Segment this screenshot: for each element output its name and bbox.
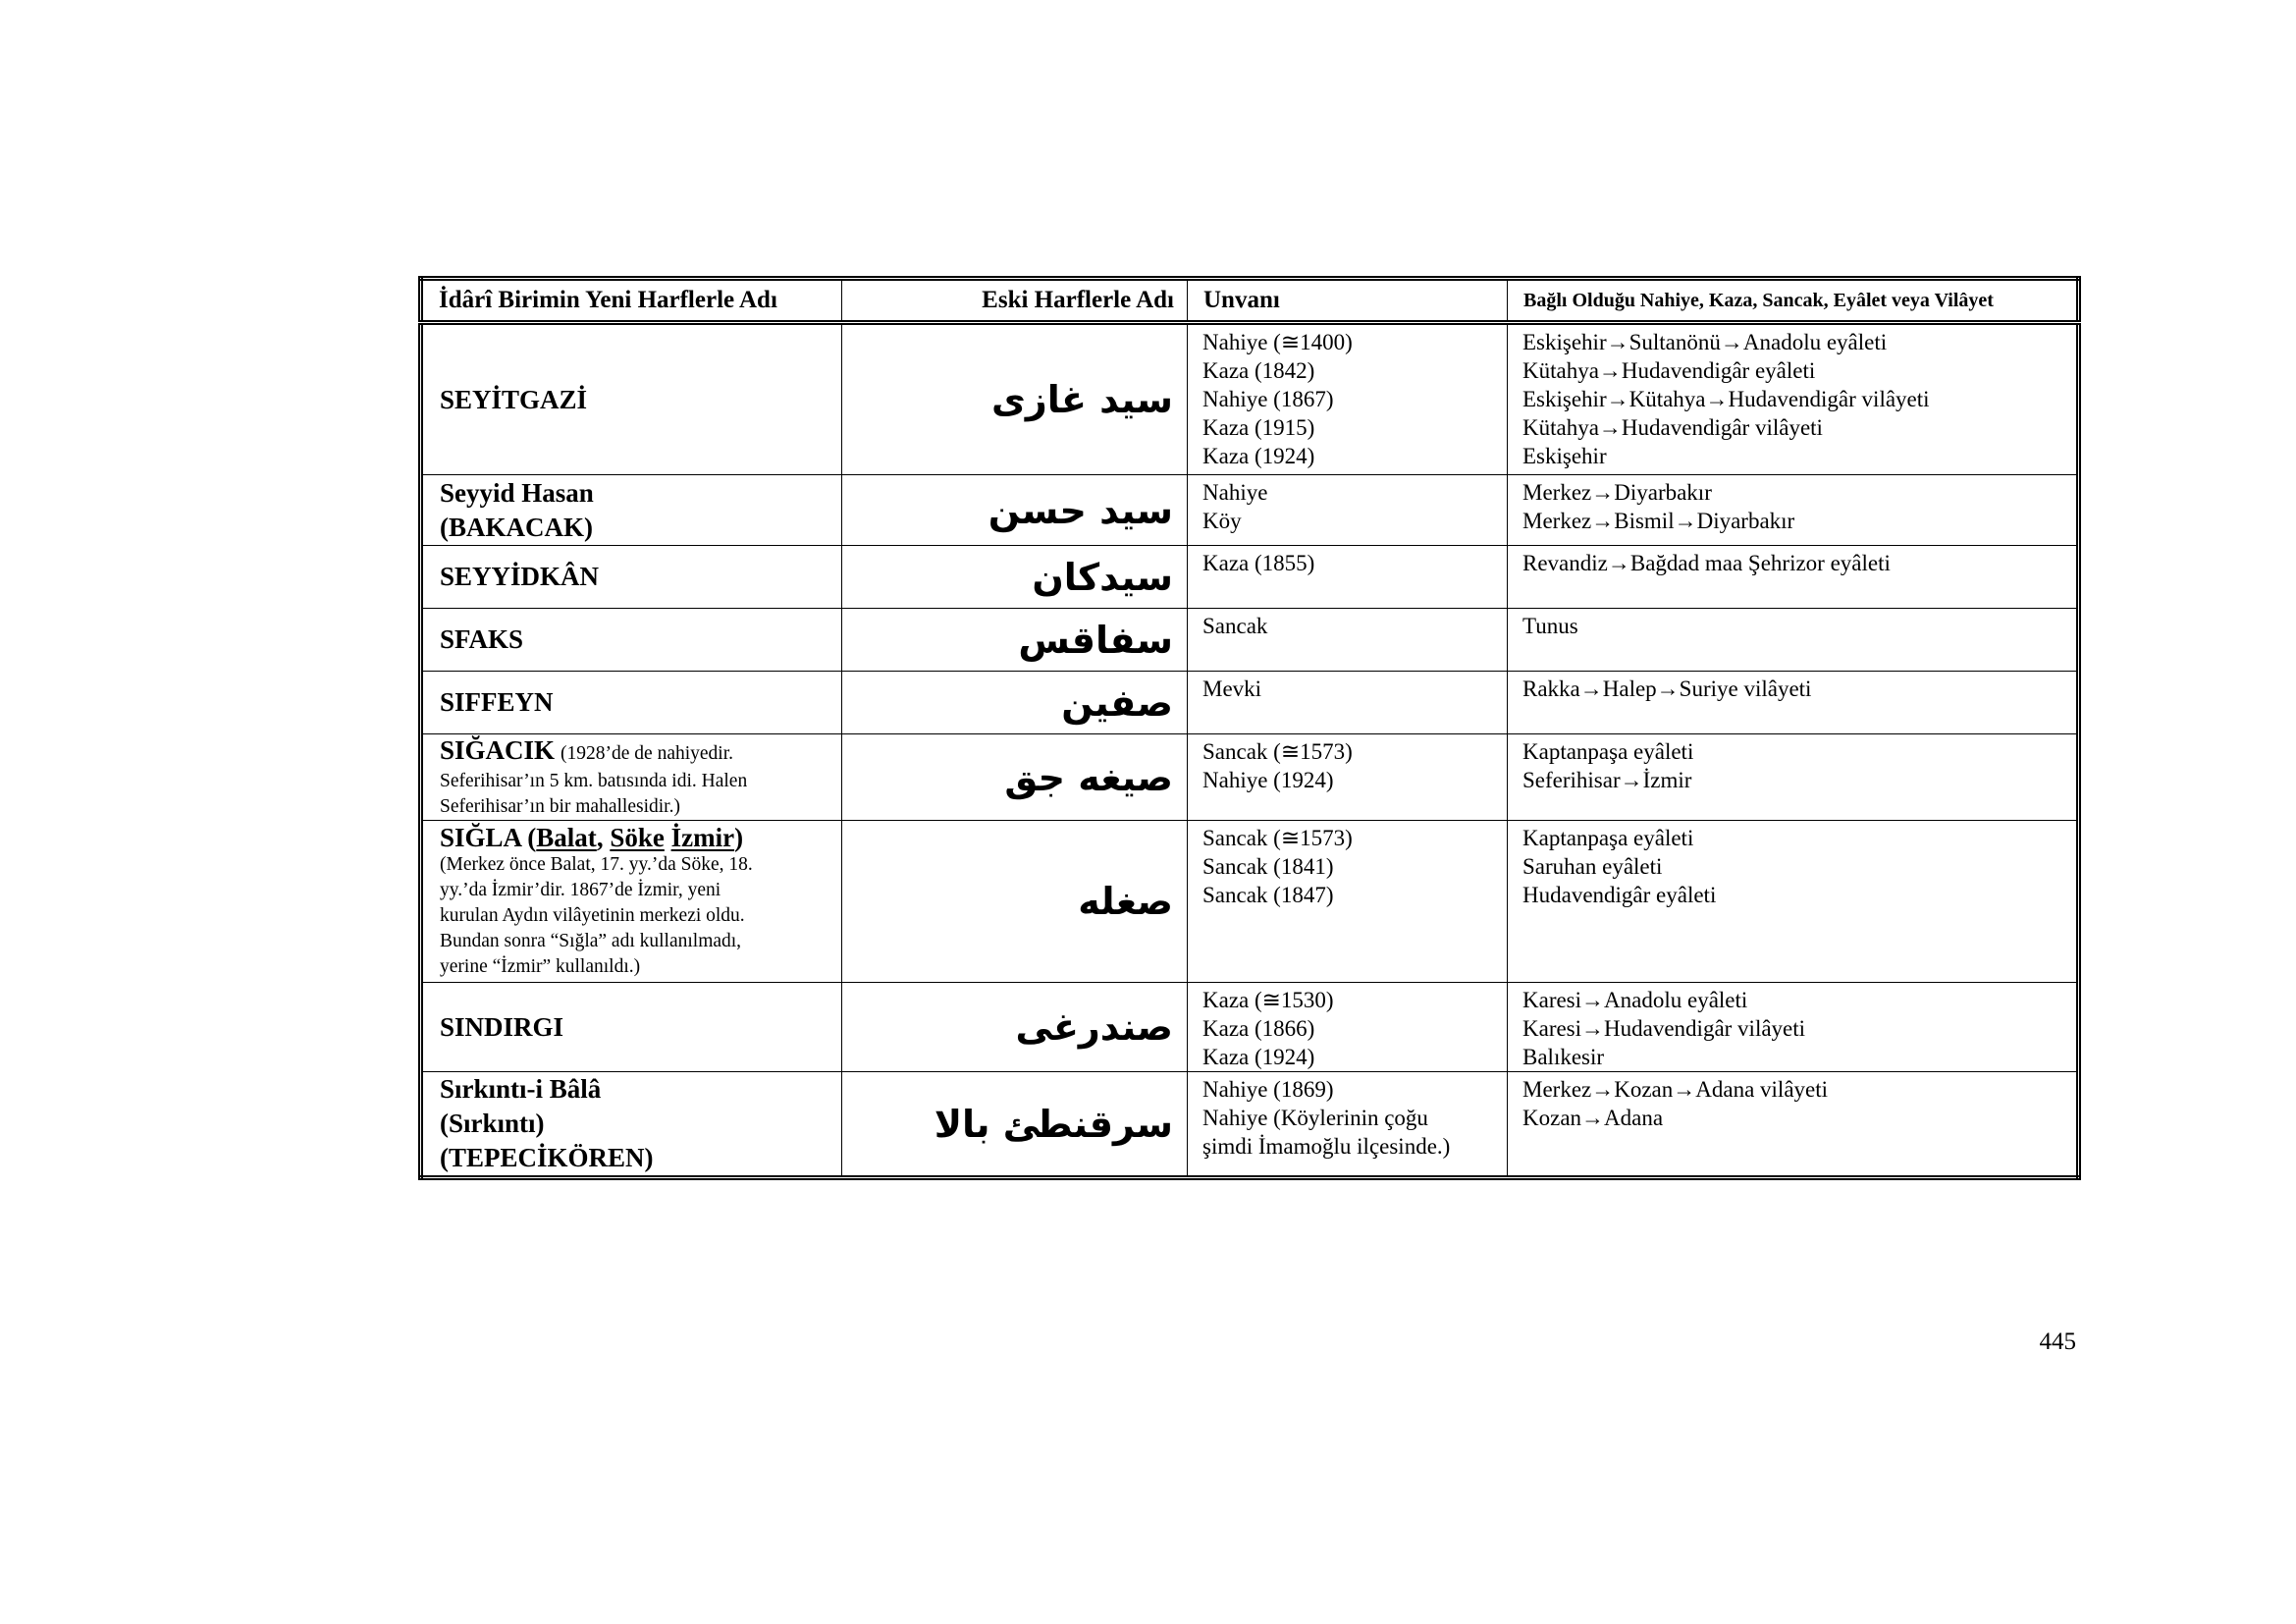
affiliation-entry: Balıkesir <box>1522 1045 1605 1069</box>
table-row <box>421 609 2079 672</box>
old-script-name-cell <box>842 546 1188 609</box>
place-name-text: (TEPECİKÖREN) <box>440 1143 654 1172</box>
title-cell <box>1188 323 1508 475</box>
table-row <box>421 475 2079 546</box>
title-entry: Nahiye (1924) <box>1202 768 1334 792</box>
place-note-line: yy.’da İzmir’dir. 1867’de İzmir, yeni <box>440 880 721 900</box>
table-row <box>421 323 2079 475</box>
title-entry: Kaza (1915) <box>1202 415 1315 440</box>
place-note-line: (Merkez önce Balat, 17. yy.’da Söke, 18. <box>440 854 753 875</box>
affiliation-entry: Kaptanpaşa eyâleti <box>1522 826 1694 850</box>
title-entry: Kaza (1924) <box>1202 444 1315 468</box>
affiliation-cell <box>1508 983 2079 1072</box>
old-script-name-cell <box>842 983 1188 1072</box>
title-cell <box>1188 546 1508 609</box>
title-entry: Köy <box>1202 509 1242 533</box>
place-name-text: (Sırkıntı) <box>440 1109 545 1138</box>
place-name-text: (BAKACAK) <box>440 512 593 542</box>
affiliation-entry: Merkez→Kozan→Adana vilâyeti <box>1522 1077 1829 1102</box>
title-entry: Kaza (1866) <box>1202 1016 1315 1041</box>
header-affiliation: Bağlı Olduğu Nahiye, Kaza, Sancak, Eyâlet veya Vilâyet <box>1508 279 2079 323</box>
new-script-name-cell <box>421 475 842 546</box>
table-row <box>421 672 2079 734</box>
place-name <box>440 511 841 545</box>
title-cell <box>1188 1072 1508 1178</box>
place-name-underlined-part: Söke <box>610 823 665 852</box>
affiliation-entry: Seferihisar→İzmir <box>1522 768 1692 792</box>
place-name-text: SIĞACIK <box>440 734 556 765</box>
table-row <box>421 734 2079 821</box>
place-name <box>440 823 841 852</box>
title-entry: Sancak (≅1573) <box>1202 826 1353 850</box>
header-new-script-name: İdârî Birimin Yeni Harflerle Adı <box>421 279 842 323</box>
title-entry: Kaza (≅1530) <box>1202 988 1334 1012</box>
affiliation-cell <box>1508 609 2079 672</box>
new-script-name-cell <box>421 1072 842 1178</box>
title-cell <box>1188 672 1508 734</box>
title-cell <box>1188 734 1508 821</box>
old-script-name-cell <box>842 1072 1188 1178</box>
new-script-name-cell <box>421 983 842 1072</box>
title-cell <box>1188 821 1508 983</box>
ottoman-name: صغله <box>1078 880 1173 923</box>
place-note-line: yerine “İzmir” kullanıldı.) <box>440 956 641 977</box>
title-cell <box>1188 475 1508 546</box>
affiliation-cell <box>1508 323 2079 475</box>
title-entry: Mevki <box>1202 677 1262 701</box>
title-entry: şimdi İmamoğlu ilçesinde.) <box>1202 1134 1451 1159</box>
affiliation-entry: Eskişehir→Sultanönü→Anadolu eyâleti <box>1522 330 1888 354</box>
title-entry: Sancak (1841) <box>1202 854 1334 879</box>
old-script-name-cell <box>842 821 1188 983</box>
place-note: (1928’de de nahiyedir. <box>561 742 734 764</box>
new-script-name-cell <box>421 546 842 609</box>
old-script-name-cell <box>842 323 1188 475</box>
affiliation-cell <box>1508 672 2079 734</box>
ottoman-name: سرقنطئ بالا <box>934 1102 1173 1146</box>
ottoman-name: سفاقس <box>1018 618 1173 662</box>
new-script-name-cell <box>421 734 842 821</box>
place-name-text: SEYYİDKÂN <box>440 562 600 591</box>
affiliation-entry: Karesi→Anadolu eyâleti <box>1522 988 1748 1012</box>
ottoman-name: صفين <box>1061 680 1173 725</box>
place-name-text: Seyyid Hasan <box>440 477 594 508</box>
title-entry: Kaza (1924) <box>1202 1045 1315 1069</box>
affiliation-entry: Hudavendigâr eyâleti <box>1522 883 1717 907</box>
page-number: 445 <box>2039 1328 2076 1355</box>
place-name-part: , <box>596 823 611 852</box>
title-entry: Nahiye (1867) <box>1202 387 1334 411</box>
title-entry: Kaza (1855) <box>1202 551 1315 575</box>
table-header <box>421 279 2079 323</box>
old-script-name-cell <box>842 734 1188 821</box>
place-name-text: SEYİTGAZİ <box>440 384 588 414</box>
title-entry: Sancak <box>1202 614 1268 638</box>
title-entry: Nahiye <box>1202 480 1268 505</box>
ottoman-name: صيغه جق <box>1004 755 1173 799</box>
place-note-line: Bundan sonra “Sığla” adı kullanılmadı, <box>440 931 742 951</box>
place-name-part: ) <box>734 823 744 852</box>
title-entry: Nahiye (1869) <box>1202 1077 1334 1102</box>
place-name <box>440 383 841 417</box>
header-row <box>421 279 2079 323</box>
place-name-text: Sırkıntı-i Bâlâ <box>440 1074 602 1104</box>
affiliation-entry: Tunus <box>1522 614 1578 638</box>
affiliation-entry: Merkez→Diyarbakır <box>1522 480 1712 505</box>
place-note-line: Seferihisar’ın 5 km. batısında idi. Halen <box>440 770 748 791</box>
old-script-name-cell <box>842 672 1188 734</box>
place-name <box>440 735 841 769</box>
ottoman-name: سيد حسن <box>988 488 1173 532</box>
old-script-name-cell <box>842 475 1188 546</box>
place-name-underlined-part: İzmir <box>670 823 735 852</box>
place-name <box>440 1107 841 1141</box>
table-row <box>421 821 2079 983</box>
affiliation-entry: Rakka→Halep→Suriye vilâyeti <box>1522 677 1812 701</box>
place-name-text: SFAKS <box>440 624 524 654</box>
affiliation-entry: Kütahya→Hudavendigâr eyâleti <box>1522 358 1816 383</box>
affiliation-entry: Revandiz→Bağdad maa Şehrizor eyâleti <box>1522 551 1891 575</box>
affiliation-cell <box>1508 821 2079 983</box>
title-entry: Nahiye (Köylerinin çoğu <box>1202 1106 1428 1130</box>
place-name <box>440 623 841 657</box>
new-script-name-cell <box>421 672 842 734</box>
place-name <box>440 1141 841 1175</box>
title-entry: Kaza (1842) <box>1202 358 1315 383</box>
table-row <box>421 1072 2079 1178</box>
affiliation-entry: Saruhan eyâleti <box>1522 854 1663 879</box>
title-entry: Sancak (≅1573) <box>1202 739 1353 764</box>
place-name-part: SIĞLA ( <box>440 823 537 852</box>
affiliation-cell <box>1508 546 2079 609</box>
old-script-name-cell <box>842 609 1188 672</box>
title-entry: Nahiye (≅1400) <box>1202 330 1353 354</box>
affiliation-entry: Eskişehir→Kütahya→Hudavendigâr vilâyeti <box>1522 387 1930 411</box>
affiliation-entry: Eskişehir <box>1522 444 1607 468</box>
place-note-line: Seferihisar’ın bir mahallesidir.) <box>440 795 680 817</box>
place-note-line: kurulan Aydın vilâyetinin merkezi oldu. <box>440 905 745 926</box>
header-title: Unvanı <box>1188 279 1508 323</box>
ottoman-name: صندرغى <box>1015 1005 1173 1049</box>
ottoman-name: سيدكان <box>1032 555 1173 599</box>
affiliation-entry: Karesi→Hudavendigâr vilâyeti <box>1522 1016 1806 1041</box>
title-entry: Sancak (1847) <box>1202 883 1334 907</box>
title-cell <box>1188 609 1508 672</box>
affiliation-cell <box>1508 1072 2079 1178</box>
table-body <box>421 323 2079 1178</box>
new-script-name-cell <box>421 323 842 475</box>
table-row <box>421 983 2079 1072</box>
place-name <box>440 560 841 594</box>
place-name <box>440 685 841 720</box>
affiliation-cell <box>1508 475 2079 546</box>
place-name-text: SINDIRGI <box>440 1011 564 1042</box>
affiliation-entry: Kütahya→Hudavendigâr vilâyeti <box>1522 415 1823 440</box>
new-script-name-cell <box>421 609 842 672</box>
place-name <box>440 1010 841 1045</box>
header-old-script-name: Eski Harflerle Adı <box>842 279 1188 323</box>
place-name <box>440 476 841 511</box>
ottoman-name: سيد غازى <box>991 378 1173 421</box>
administrative-units-table <box>418 276 2081 1180</box>
affiliation-entry: Merkez→Bismil→Diyarbakır <box>1522 509 1795 533</box>
title-cell <box>1188 983 1508 1072</box>
table-row <box>421 546 2079 609</box>
place-name-underlined-part: Balat <box>536 823 597 852</box>
new-script-name-cell <box>421 821 842 983</box>
affiliation-entry: Kozan→Adana <box>1522 1106 1664 1130</box>
affiliation-entry: Kaptanpaşa eyâleti <box>1522 739 1694 764</box>
place-name-text: SIFFEYN <box>440 687 554 717</box>
affiliation-cell <box>1508 734 2079 821</box>
place-name <box>440 1072 841 1107</box>
